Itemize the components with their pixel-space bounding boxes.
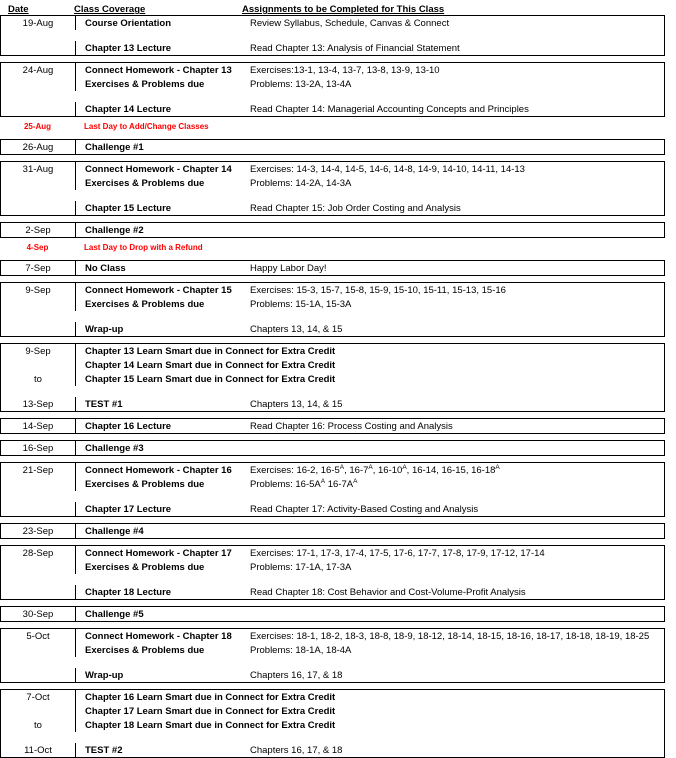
cell-coverage: Connect Homework - Chapter 13 <box>85 65 232 76</box>
cell-date: 2-Sep <box>1 223 76 237</box>
cell-date: 26-Aug <box>1 140 76 154</box>
cell-date: 9-Sep <box>1 344 76 358</box>
cell-coverage: TEST #2 <box>85 745 123 756</box>
cell-coverage: Challenge #2 <box>85 225 144 236</box>
cell-assignment: Exercises:13-1, 13-4, 13-7, 13-8, 13-9, 13-10 <box>250 65 440 76</box>
cell-date: 7-Sep <box>1 261 76 275</box>
cell-date: 11-Oct <box>1 743 76 757</box>
table-row <box>1 607 664 621</box>
note-date: 25-Aug <box>23 122 52 131</box>
cell-coverage: Chapter 15 Lecture <box>85 203 172 214</box>
table-row <box>1 223 664 237</box>
cell-date <box>1 585 76 599</box>
table-row <box>1 629 664 643</box>
cell-date: 14-Sep <box>1 419 76 433</box>
cell-date: 9-Sep <box>1 283 76 297</box>
note-date: 4-Sep <box>26 243 49 252</box>
table-row <box>1 441 664 455</box>
schedule-block-sep-30 <box>0 606 665 622</box>
cell-assignment: Exercises: 16-2, $16-5^A$, $16-7^A$, $16-10^A$, 16-14, 16-15, $16-18^A$ <box>250 463 500 476</box>
cell-assignment: Exercises: 18-1, 18-2, 18-3, 18-8, 18-9, 18-12, 18-14, 18-15, 18-16, 18-17, 18-18, 18-19, 18-25 <box>250 631 650 642</box>
cell-assignment: Review Syllabus, Schedule, Canvas & Connect <box>250 18 450 29</box>
cell-coverage: Connect Homework - Chapter 15 <box>85 285 232 296</box>
cell-assignment <box>246 441 664 442</box>
deadline-note-row <box>0 241 676 254</box>
table-row <box>1 261 664 275</box>
cell-coverage: Exercises & Problems due <box>85 479 205 490</box>
cell-date: 28-Sep <box>1 546 76 560</box>
table-row <box>1 560 664 574</box>
cell-assignment: Chapters 13, 14, & 15 <box>250 399 343 410</box>
cell-date <box>1 643 76 657</box>
cell-date <box>1 322 76 336</box>
schedule-block-aug-31 <box>0 161 665 216</box>
cell-date <box>1 560 76 574</box>
cell-assignment: Chapters 16, 17, & 18 <box>250 670 343 681</box>
table-row <box>1 419 664 433</box>
cell-date: 24-Aug <box>1 63 76 77</box>
schedule-block-sep-2 <box>0 222 665 238</box>
table-row <box>1 463 664 477</box>
schedule-block-sep-21 <box>0 462 665 517</box>
cell-coverage: Chapter 18 Lecture <box>85 587 172 598</box>
cell-coverage: Challenge #1 <box>85 142 144 153</box>
table-row <box>1 502 664 516</box>
schedule-block-sep-16 <box>0 440 665 456</box>
table-row <box>1 162 664 176</box>
cell-date <box>1 668 76 682</box>
cell-coverage-wide: Chapter 15 Learn Smart due in Connect for Extra Credit <box>85 374 336 385</box>
cell-coverage: Connect Homework - Chapter 14 <box>85 164 232 175</box>
cell-coverage: Exercises & Problems due <box>85 645 205 656</box>
cell-date <box>1 704 76 718</box>
cell-coverage: Chapter 14 Lecture <box>85 104 172 115</box>
cell-coverage: Chapter 17 Lecture <box>85 504 172 515</box>
cell-coverage-wide: Chapter 18 Learn Smart due in Connect for Extra Credit <box>85 720 336 731</box>
table-row <box>1 102 664 116</box>
header-date: Date <box>8 4 29 15</box>
cell-date: 13-Sep <box>1 397 76 411</box>
table-row <box>1 718 664 732</box>
cell-assignment: Read Chapter 18: Cost Behavior and Cost-Volume-Profit Analysis <box>250 587 526 598</box>
cell-assignment: Chapters 13, 14, & 15 <box>250 324 343 335</box>
cell-assignment: Read Chapter 15: Job Order Costing and Analysis <box>250 203 461 214</box>
table-header-row <box>0 0 676 15</box>
cell-coverage: Exercises & Problems due <box>85 299 205 310</box>
table-row <box>1 743 664 757</box>
table-row <box>1 690 664 704</box>
cell-assignment <box>246 223 664 224</box>
cell-coverage: TEST #1 <box>85 399 123 410</box>
schedule-body <box>0 15 676 758</box>
cell-date <box>1 358 76 372</box>
cell-date <box>1 77 76 91</box>
cell-assignment: Problems: 17-1A, 17-3A <box>250 562 352 573</box>
schedule-block-sep-7 <box>0 260 665 276</box>
cell-date: to <box>1 372 76 386</box>
table-row <box>1 524 664 538</box>
deadline-note-row <box>0 120 676 133</box>
cell-date <box>1 201 76 215</box>
cell-coverage-wide: Chapter 17 Learn Smart due in Connect for Extra Credit <box>85 706 336 717</box>
note-text: Last Day to Drop with a Refund <box>84 243 203 252</box>
table-row <box>1 372 664 386</box>
cell-date <box>1 297 76 311</box>
cell-date <box>1 477 76 491</box>
cell-coverage: Challenge #5 <box>85 609 144 620</box>
cell-assignment: Exercises: 17-1, 17-3, 17-4, 17-5, 17-6, 17-7, 17-8, 17-9, 17-12, 17-14 <box>250 548 545 559</box>
cell-date: 19-Aug <box>1 16 76 30</box>
schedule-block-aug-24 <box>0 62 665 117</box>
table-row <box>1 358 664 372</box>
cell-assignment <box>246 524 664 525</box>
cell-coverage: Exercises & Problems due <box>85 79 205 90</box>
cell-coverage: Connect Homework - Chapter 18 <box>85 631 232 642</box>
cell-assignment: Happy Labor Day! <box>250 263 327 274</box>
table-row <box>1 477 664 491</box>
cell-assignment: Problems: 13-2A, 13-4A <box>250 79 352 90</box>
cell-assignment: Problems: 15-1A, 15-3A <box>250 299 352 310</box>
table-row <box>1 704 664 718</box>
cell-assignment: Problems: 14-2A, 14-3A <box>250 178 352 189</box>
table-row <box>1 283 664 297</box>
table-row <box>1 41 664 55</box>
row-spacer <box>1 190 664 201</box>
cell-assignment: Exercises: 14-3, 14-4, 14-5, 14-6, 14-8, 14-9, 14-10, 14-11, 14-13 <box>250 164 525 175</box>
cell-coverage-wide: Chapter 16 Learn Smart due in Connect for Extra Credit <box>85 692 336 703</box>
cell-date <box>1 176 76 190</box>
table-row <box>1 201 664 215</box>
table-row <box>1 140 664 154</box>
cell-coverage: Wrap-up <box>85 324 124 335</box>
table-row <box>1 176 664 190</box>
schedule-block-sep-14 <box>0 418 665 434</box>
cell-assignment: Read Chapter 16: Process Costing and Analysis <box>250 421 453 432</box>
table-row <box>1 63 664 77</box>
cell-coverage: Connect Homework - Chapter 16 <box>85 465 232 476</box>
row-spacer <box>1 491 664 502</box>
cell-assignment <box>246 140 664 141</box>
table-row <box>1 668 664 682</box>
row-spacer <box>1 386 664 397</box>
cell-coverage: No Class <box>85 263 126 274</box>
table-row <box>1 297 664 311</box>
schedule-block-sep-28 <box>0 545 665 600</box>
cell-coverage: Wrap-up <box>85 670 124 681</box>
cell-assignment: Problems: 18-1A, 18-4A <box>250 645 352 656</box>
cell-assignment: Read Chapter 14: Managerial Accounting Concepts and Principles <box>250 104 529 115</box>
cell-coverage: Chapter 16 Lecture <box>85 421 172 432</box>
cell-date <box>1 41 76 55</box>
schedule-block-oct-5 <box>0 628 665 683</box>
cell-date: 16-Sep <box>1 441 76 455</box>
cell-coverage: Exercises & Problems due <box>85 562 205 573</box>
cell-date <box>1 102 76 116</box>
cell-date: to <box>1 718 76 732</box>
table-row <box>1 77 664 91</box>
row-spacer <box>1 30 664 41</box>
cell-coverage: Connect Homework - Chapter 17 <box>85 548 232 559</box>
cell-assignment: Read Chapter 13: Analysis of Financial Statement <box>250 43 460 54</box>
table-row <box>1 16 664 30</box>
schedule-block-aug-19 <box>0 15 665 56</box>
header-coverage: Class Coverage <box>74 4 146 15</box>
cell-coverage: Course Orientation <box>85 18 172 29</box>
row-spacer <box>1 91 664 102</box>
cell-date: 23-Sep <box>1 524 76 538</box>
cell-coverage-wide: Chapter 13 Learn Smart due in Connect for Extra Credit <box>85 346 336 357</box>
cell-coverage-wide: Chapter 14 Learn Smart due in Connect for Extra Credit <box>85 360 336 371</box>
cell-date: 5-Oct <box>1 629 76 643</box>
row-spacer <box>1 657 664 668</box>
cell-assignment: Read Chapter 17: Activity-Based Costing and Analysis <box>250 504 479 515</box>
cell-date: 30-Sep <box>1 607 76 621</box>
cell-date: 21-Sep <box>1 463 76 477</box>
cell-coverage: Exercises & Problems due <box>85 178 205 189</box>
table-row <box>1 585 664 599</box>
schedule-block-sep-9-test1 <box>0 343 665 412</box>
cell-date: 31-Aug <box>1 162 76 176</box>
cell-coverage: Challenge #3 <box>85 443 144 454</box>
cell-assignment: Chapters 16, 17, & 18 <box>250 745 343 756</box>
schedule-block-oct-7-test2 <box>0 689 665 758</box>
cell-date <box>1 502 76 516</box>
row-spacer <box>1 311 664 322</box>
cell-coverage: Chapter 13 Lecture <box>85 43 172 54</box>
cell-date: 7-Oct <box>1 690 76 704</box>
cell-assignment: Exercises: 15-3, 15-7, 15-8, 15-9, 15-10, 15-11, 15-13, 15-16 <box>250 285 506 296</box>
cell-assignment: Problems: $16-5A^A$ $16-7A^A$ <box>250 477 358 490</box>
header-assignments: Assignments to be Completed for This Class <box>242 4 445 15</box>
note-text: Last Day to Add/Change Classes <box>84 122 209 131</box>
row-spacer <box>1 732 664 743</box>
cell-assignment <box>246 607 664 608</box>
cell-coverage: Challenge #4 <box>85 526 144 537</box>
table-row <box>1 546 664 560</box>
schedule-block-sep-9 <box>0 282 665 337</box>
table-row <box>1 322 664 336</box>
table-row <box>1 344 664 358</box>
schedule-block-aug-26 <box>0 139 665 155</box>
schedule-block-sep-23 <box>0 523 665 539</box>
table-row <box>1 643 664 657</box>
row-spacer <box>1 574 664 585</box>
table-row <box>1 397 664 411</box>
